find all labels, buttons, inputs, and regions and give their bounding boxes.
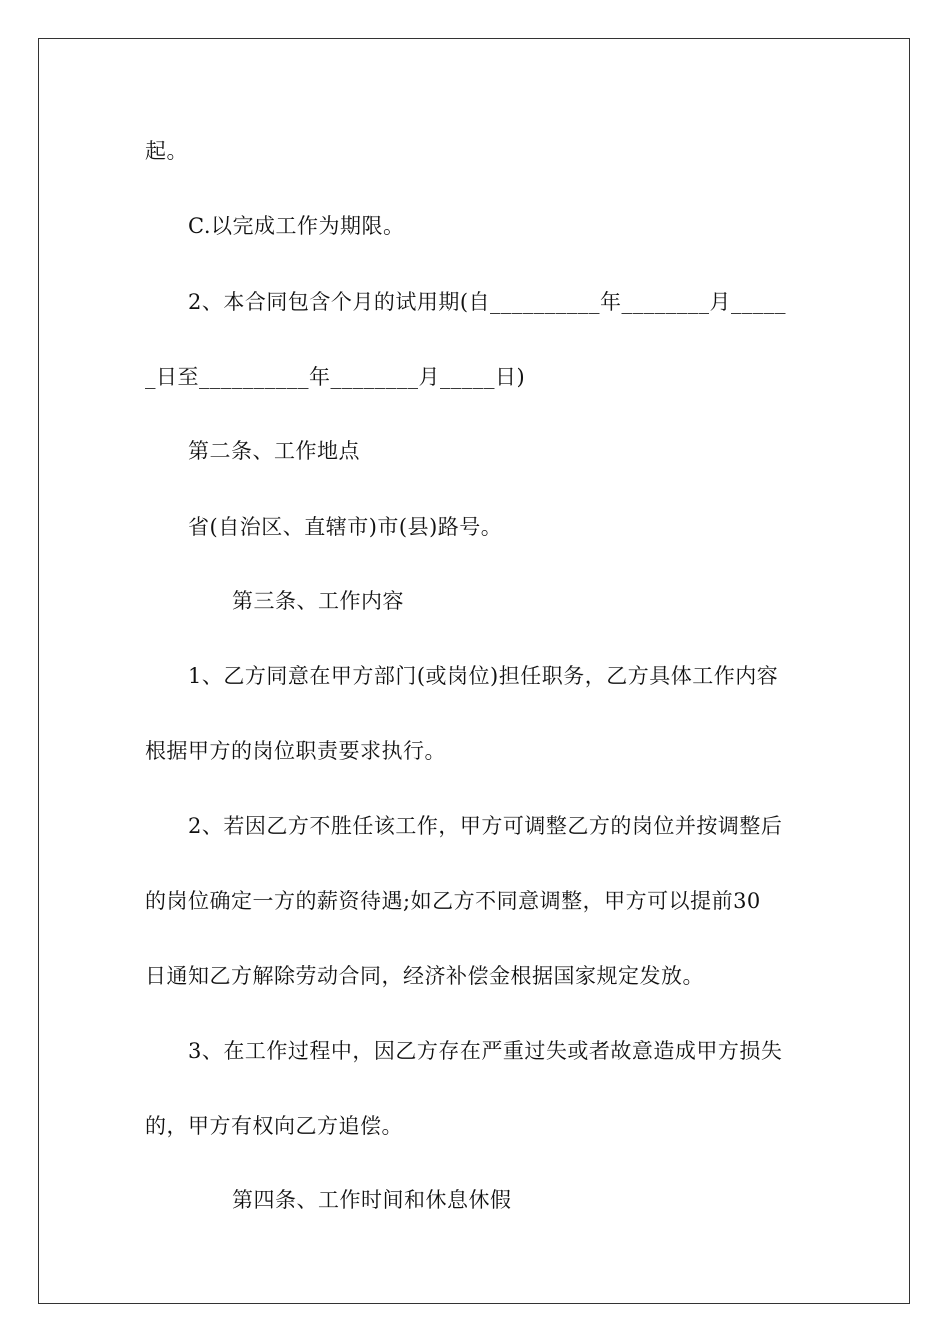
text-line: 3、在工作过程中，因乙方存在严重过失或者故意造成甲方损失 bbox=[188, 1039, 783, 1063]
text-line: 的，甲方有权向乙方追偿。 bbox=[145, 1114, 403, 1138]
section-heading: 第三条、工作内容 bbox=[232, 589, 404, 613]
text-line: 的岗位确定一方的薪资待遇;如乙方不同意调整，甲方可以提前30 bbox=[145, 889, 761, 913]
text-line: 起。 bbox=[145, 139, 188, 163]
text-line: 1、乙方同意在甲方部门(或岗位)担任职务，乙方具体工作内容 bbox=[188, 664, 779, 688]
text-line: C.以完成工作为期限。 bbox=[188, 214, 405, 238]
text-line: 2、本合同包含个月的试用期(自__________年________月_____ bbox=[188, 290, 787, 314]
text-line: 2、若因乙方不胜任该工作，甲方可调整乙方的岗位并按调整后 bbox=[188, 814, 783, 838]
section-heading: 第四条、工作时间和休息休假 bbox=[232, 1188, 512, 1212]
text-line: 根据甲方的岗位职责要求执行。 bbox=[145, 739, 446, 763]
section-heading: 第二条、工作地点 bbox=[188, 439, 360, 463]
text-line: _日至__________年________月_____日) bbox=[145, 365, 526, 389]
text-line: 省(自治区、直辖市)市(县)路号。 bbox=[188, 515, 503, 539]
text-line: 日通知乙方解除劳动合同，经济补偿金根据国家规定发放。 bbox=[145, 964, 704, 988]
